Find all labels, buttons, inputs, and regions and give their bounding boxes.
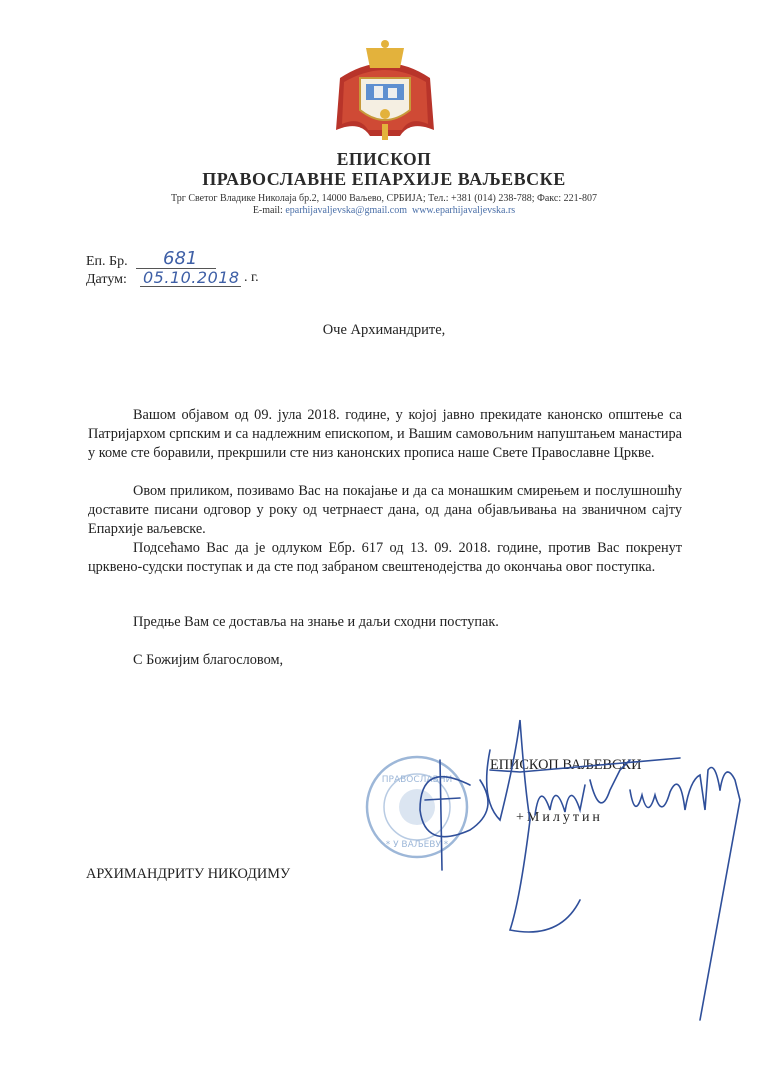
reference-number-label: Еп. Бр. (86, 254, 128, 269)
letterhead-title: ЕПИСКОП (336, 149, 432, 169)
closing: С Божијим благословом, (133, 652, 284, 668)
email-label: E-mail: (252, 205, 283, 216)
website-link[interactable]: www.eparhijavaljevska.rs (411, 205, 516, 216)
paragraph-text: Овом приликом, позивамо Вас на покајање и да са монашким смирењем и послушношћу доставите писани одговор у року од четрнаест дана, од дана објављивања на званичном сајту Епархије ваљевске. (88, 483, 682, 537)
signatory-title: ЕПИСКОП ВАЉЕВСКИ (490, 757, 642, 773)
svg-text:ПРАВОСЛАВНИ: ПРАВОСЛАВНИ (381, 775, 453, 785)
paragraph-text: Подсећамо Вас да је одлуком Ебр. 617 од 13. 09. 2018. године, против Вас покренут црквено-судски поступак и да сте под забраном свештенодејства до окончања овог поступка. (88, 540, 682, 575)
body-paragraph (88, 539, 682, 577)
handwritten-signature-icon (380, 700, 760, 1030)
signatory-name: +Милутин (516, 810, 603, 825)
reference-date-label: Датум: (86, 272, 127, 287)
letterhead-contacts (0, 205, 768, 216)
reference-date-suffix: . г. (244, 270, 259, 285)
reference-date-value: 05.10.2018 (143, 268, 240, 287)
body-paragraph: Предње Вам се доставља на знање и даљи сходни поступак. (133, 614, 499, 630)
letterhead-subtitle: ПРАВОСЛАВНЕ ЕПАРХИЈЕ ВАЉЕВСКЕ (202, 169, 566, 189)
letterhead-address: Трг Светог Владике Николаја бр.2, 14000 Ваљево, СРБИЈА; Тел.: +381 (014) 238-788; Факс: 221-807 (171, 193, 597, 204)
svg-text:* У ВАЉЕВУ *: * У ВАЉЕВУ * (385, 840, 449, 850)
coat-of-arms-icon (330, 38, 440, 150)
recipient: АРХИМАНДРИТУ НИКОДИМУ (86, 866, 291, 882)
paragraph-text: Вашом објавом од 09. јула 2018. године, у којој јавно прекидате канонско општење са Патријархом српским и са надлежним епископом, и Вашим самовољним напуштањем манастира у коме сте боравили, прекршили сте низ канонских прописа наше Свете Православне Цркве. (88, 407, 682, 461)
salutation: Оче Архимандрите, (322, 322, 446, 338)
reference-number-value: 681 (163, 248, 198, 269)
email-link[interactable]: eparhijavaljevska@gmail.com (285, 205, 407, 216)
body-paragraph (88, 482, 682, 539)
body-paragraph (88, 406, 682, 463)
